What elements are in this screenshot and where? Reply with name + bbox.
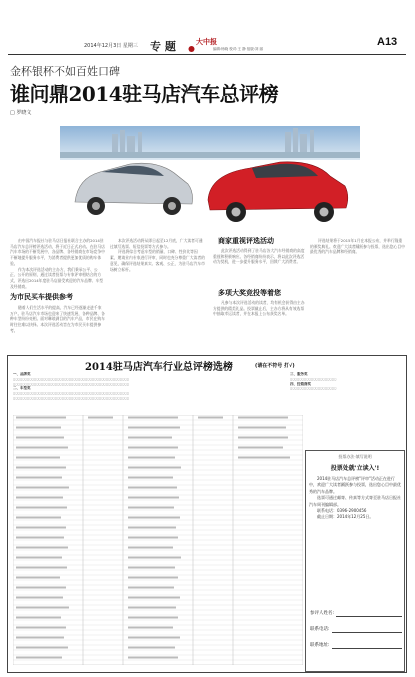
subhead-3: 多项大奖竞投等着您 [218,288,281,297]
section-title: 专 题 [150,40,176,53]
sidebar-title: 投票处就'立读入'! [330,465,380,472]
subhead-1: 为市民买车提供参考 [10,292,73,301]
ballot-group-d: 四、经销商奖 [290,381,311,386]
ballot-filler: ◻◻◻◻◻◻◻◻◻◻◻◻◻◻◻◻◻◻◻◻◻◻◻◻◻◻◻◻◻◻◻◻◻◻◻◻◻◻◻◻◻◻◻◻◻◻◻◻◻◻ [13,391,130,396]
ballot-filler: ◻◻◻◻◻◻◻◻◻◻◻◻◻◻◻◻◻◻◻◻◻◻◻◻◻◻◻◻◻◻◻◻◻◻◻◻◻◻◻◻◻◻◻◻◻◻◻◻◻◻ [13,395,130,400]
page-number: A13 [377,36,398,48]
phone-field[interactable] [332,632,402,633]
phone-field-label: 联系电话: [310,627,330,632]
masthead-rule [8,54,406,55]
sidebar-paragraph: 截止日期：2014年12月25日。 [317,514,374,520]
name-field-label: 参评人姓名: [310,611,335,616]
intro-paragraph: 作为本次评选活动的主办方，我们秉承公平、公正、公开的原则，通过读者投票与专家评审相结合的方式，评选出2014年度驻马店最受欢迎的汽车品牌、车型及经销商。 [10,266,104,289]
ballot-filler: ◻◻◻◻◻◻◻◻◻◻◻◻◻◻◻◻◻◻◻◻ [290,376,337,381]
ballot-note: (请在不符号 打√) [255,363,295,369]
body-col-3: 此次评选活动得到了驻马店各大汽车经销商的高度重视和积极响应。各经销商纷纷表示，将以此次评选活动为契机，进一步提升服务水平，回馈广大消费者。 [213,248,305,265]
kicker: 金杯银杯不如百姓口碑 [10,65,120,78]
ballot-grid [13,415,303,669]
newspaper-logo-icon [188,38,195,46]
body-col-4: 凡参与本次评选活动的读者，均有机会获得由主办方提供的精美礼品。投票截止后，主办方将从有效选票中抽取幸运读者，并在本报上公布获奖名单。 [213,300,305,317]
issue-date: 2014年12月3日 星期三 [84,43,138,49]
ballot-group-b: 二、车型奖 [13,386,31,391]
subhead-2: 商家重视评选活动 [218,236,274,245]
newspaper-logo: 大中报 [196,37,217,46]
ballot-filler: ◻◻◻◻◻◻◻◻◻◻◻◻◻◻◻◻◻◻◻◻◻◻◻◻◻◻◻◻◻◻◻◻◻◻◻◻◻◻◻◻◻◻◻◻◻◻◻◻◻◻ [13,381,130,386]
address-field[interactable] [332,648,402,649]
ballot-filler: ◻◻◻◻◻◻◻◻◻◻◻◻◻◻◻◻◻◻◻◻ [290,386,337,391]
sidebar-paragraph: 2014驻马店汽车总评榜"评审"活动正在进行中，欢迎广大读者踊跃参与投票，选出您心目中最优秀的汽车品牌。 [309,476,401,494]
headline: 谁问鼎2014驻马店汽车总评榜 [10,82,279,106]
sidebar-paragraph: 联系电话：0396-2900456 [317,508,367,514]
ballot-group-c: 三、服务奖 [290,372,308,376]
intro-paragraph: 由中国汽车报社与驻马店日报社联合主办的2014驻马店汽车总评榜评选活动，将于近日正式启动。在驻马店汽车市场的不断发展中，各品牌、各经销商在市场竞争中不断地提升服务水平，为消费者提供更加优质的购车体验。 [10,238,105,266]
body-col-5: 评选结果将于2015年1月在本报公布，并举行隆重的颁奖典礼。欢迎广大读者踊跃参与投票，选出您心目中最优秀的汽车品牌和经销商。 [310,238,405,255]
ballot-group-a: 一、品牌奖 [13,372,31,376]
reporter-byline: □ 罗晓文 [10,110,32,116]
ballot-title: 2014驻马店汽车行业总评榜选榜 [85,362,233,373]
body-col-2: 评选将综合考虑车型的销量、口碑、性价比等因素，邀请业内专家进行评审，同时也充分尊重广大读者的意见，确保评选结果真实、客观、公正，为驻马店汽车市场树立标杆。 [110,249,205,272]
address-field-label: 联系地址: [310,643,330,648]
ballot-filler: ◻◻◻◻◻◻◻◻◻◻◻◻◻◻◻◻◻◻◻◻◻◻◻◻◻◻◻◻◻◻◻◻◻◻◻◻◻◻◻◻◻◻◻◻◻◻◻◻◻◻ [13,376,130,381]
intro-paragraph: 本次评选活动将从即日起至12月底，广大读者可通过填写选票、短信投票等方式参与。 [110,238,203,249]
editor-credits: 编辑:杨晓 校对:王 静 组版:刘 丽 [213,47,263,51]
name-field[interactable] [336,616,402,617]
sidebar-small-title: 投票办法·填写说明 [338,454,372,459]
sidebar-paragraph: 选票可通过邮寄、传真等方式寄至驻马店日报社汽车周刊编辑部。 [309,495,401,507]
body-col-1: 随着人们生活水平的提高，汽车已经逐渐走进千家万户。驻马店汽车市场也迎来了快速发展，各种品牌、各种车型纷纷亮相。面对琳琅满目的汽车产品，市民在购车时往往难以抉择。本次评选活动旨在为市民买车提供参考。 [10,305,105,333]
cars-photo [60,120,360,228]
